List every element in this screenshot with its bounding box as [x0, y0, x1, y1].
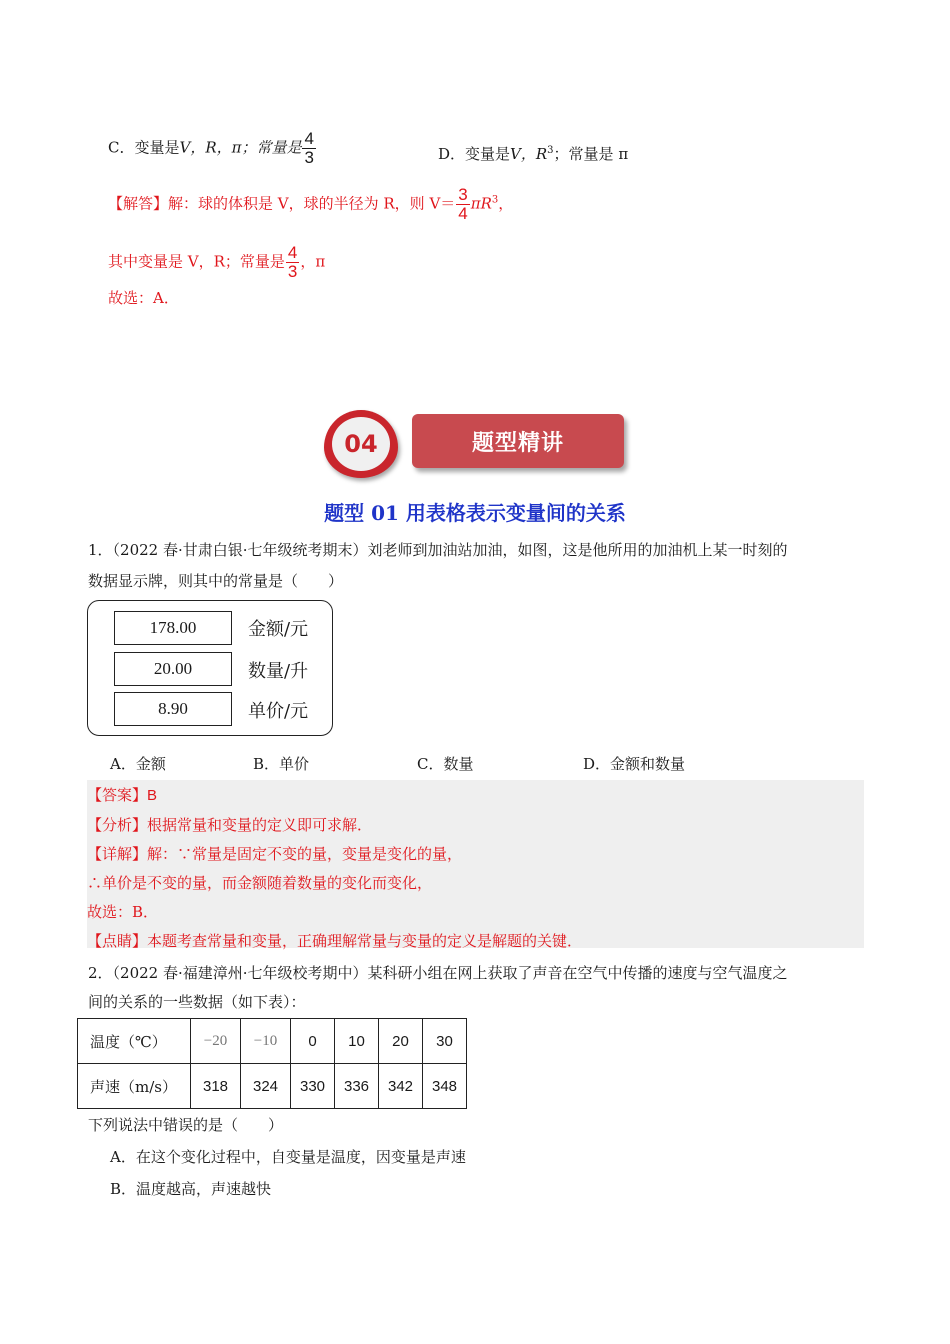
- frac-den: 4: [458, 204, 468, 223]
- q1-option-b: B．单价: [253, 755, 310, 773]
- q1-option-d: D．金额和数量: [583, 755, 686, 773]
- frac-num: 4: [304, 129, 314, 148]
- pump-value-quantity: 20.00: [114, 652, 232, 686]
- table-cell: 342: [379, 1064, 423, 1109]
- option-d-sup: 3: [547, 145, 554, 156]
- q2-stem-line2: 间的关系的一些数据（如下表）：: [88, 993, 306, 1011]
- pump-label-price: 单价/元: [248, 701, 309, 722]
- q1-option-a: A．金额: [110, 755, 166, 773]
- pump-label-amount: 金额/元: [248, 619, 309, 640]
- q2-question: 下列说法中错误的是（ ）: [88, 1116, 284, 1134]
- answer-text: 解：球的体积是 V，球的半径为 R，则 V＝: [168, 194, 456, 213]
- q1-solution-box: [87, 780, 864, 948]
- table-cell: 318: [191, 1064, 241, 1109]
- line2-tail: ，π: [300, 252, 326, 271]
- comment-tag: 【点睛】: [87, 932, 148, 950]
- frac-den: 3: [304, 148, 314, 167]
- q1-option-c: C．数量: [417, 755, 474, 773]
- table-cell: −20: [191, 1019, 241, 1064]
- row-header-temperature: 温度（℃）: [78, 1019, 191, 1064]
- frac-num: 4: [287, 243, 298, 262]
- detail-text-1: 解：∵常量是固定不变的量，变量是变化的量，: [147, 845, 463, 863]
- option-d-tail: ；常量是 π: [553, 145, 629, 163]
- temperature-speed-table: [77, 1018, 467, 1109]
- table-cell: 10: [335, 1019, 379, 1064]
- table-cell: 324: [241, 1064, 291, 1109]
- answer-value: B: [147, 787, 158, 804]
- answer-choice: 故选：A．: [108, 289, 179, 307]
- table-cell: 20: [379, 1019, 423, 1064]
- analysis-text: 根据常量和变量的定义即可求解．: [147, 816, 373, 834]
- answer-line: [108, 186, 513, 223]
- q2-stem-line1: 2．（2022 春·福建漳州·七年级校考期中）某科研小组在网上获取了声音在空气中传播的速度与空气温度之: [88, 964, 788, 982]
- fraction-4-3: [302, 130, 315, 167]
- answer-line-2: [108, 244, 325, 281]
- q2-option-b: B．温度越高，声速越快: [110, 1180, 272, 1198]
- option-d-label: D．变量是: [438, 145, 511, 163]
- fraction-3-4: [456, 186, 469, 223]
- solution-comment: [87, 930, 582, 951]
- line2-text: 其中变量是 V，R；常量是: [108, 252, 285, 271]
- q2-option-a: A．在这个变化过程中，自变量是温度，因变量是声速: [110, 1148, 466, 1166]
- answer-label: 【解答】: [108, 194, 169, 213]
- answer-tag: 【答案】: [87, 786, 148, 804]
- table-cell: 348: [423, 1064, 467, 1109]
- option-c-label: C．变量是: [108, 138, 180, 157]
- detail-tag: 【详解】: [87, 845, 148, 863]
- comment-text: 本题考查常量和变量，正确理解常量与变量的定义是解题的关键．: [147, 932, 583, 950]
- solution-detail: [87, 843, 462, 864]
- q1-stem-line2: 数据显示牌，则其中的常量是（ ）: [88, 572, 344, 590]
- option-c-vars: V，R，π；常量是: [179, 138, 302, 157]
- option-d-vars: V，R: [510, 145, 548, 163]
- fraction-4-3-b: [286, 244, 299, 281]
- answer-end: ，: [498, 194, 514, 213]
- option-c: [108, 130, 317, 167]
- row-header-speed: 声速（m/s）: [78, 1064, 191, 1109]
- frac-num: 3: [458, 185, 468, 204]
- detail-text-2: ∴单价是不变的量，而金额随着数量的变化而变化，: [87, 874, 433, 892]
- analysis-tag: 【分析】: [87, 816, 148, 834]
- frac-den: 3: [287, 262, 298, 281]
- table-cell: −10: [241, 1019, 291, 1064]
- detail-text-3: 故选：B．: [87, 903, 159, 921]
- banner-title: 题型精讲: [412, 414, 624, 468]
- pump-value-price: 8.90: [114, 692, 232, 726]
- solution-answer: [87, 784, 157, 805]
- table-cell: 30: [423, 1019, 467, 1064]
- answer-tail: πR: [470, 194, 492, 213]
- section-banner: [324, 404, 626, 480]
- banner-number: 04: [332, 417, 390, 471]
- table-cell: 0: [291, 1019, 335, 1064]
- banner-badge: [324, 410, 398, 478]
- table-row: [78, 1064, 467, 1109]
- table-row: [78, 1019, 467, 1064]
- solution-analysis: [87, 814, 372, 835]
- table-cell: 336: [335, 1064, 379, 1109]
- section-title: 题型 01 用表格表示变量间的关系: [324, 501, 626, 525]
- pump-label-quantity: 数量/升: [248, 661, 309, 682]
- table-cell: 330: [291, 1064, 335, 1109]
- pump-value-amount: 178.00: [114, 611, 232, 645]
- answer-sup: 3: [491, 194, 499, 206]
- q1-stem-line1: 1．（2022 春·甘肃白银·七年级统考期末）刘老师到加油站加油，如图，这是他所用的加油机上某一时刻的: [88, 541, 788, 559]
- option-d: [438, 143, 628, 164]
- fuel-pump-display: [87, 600, 333, 736]
